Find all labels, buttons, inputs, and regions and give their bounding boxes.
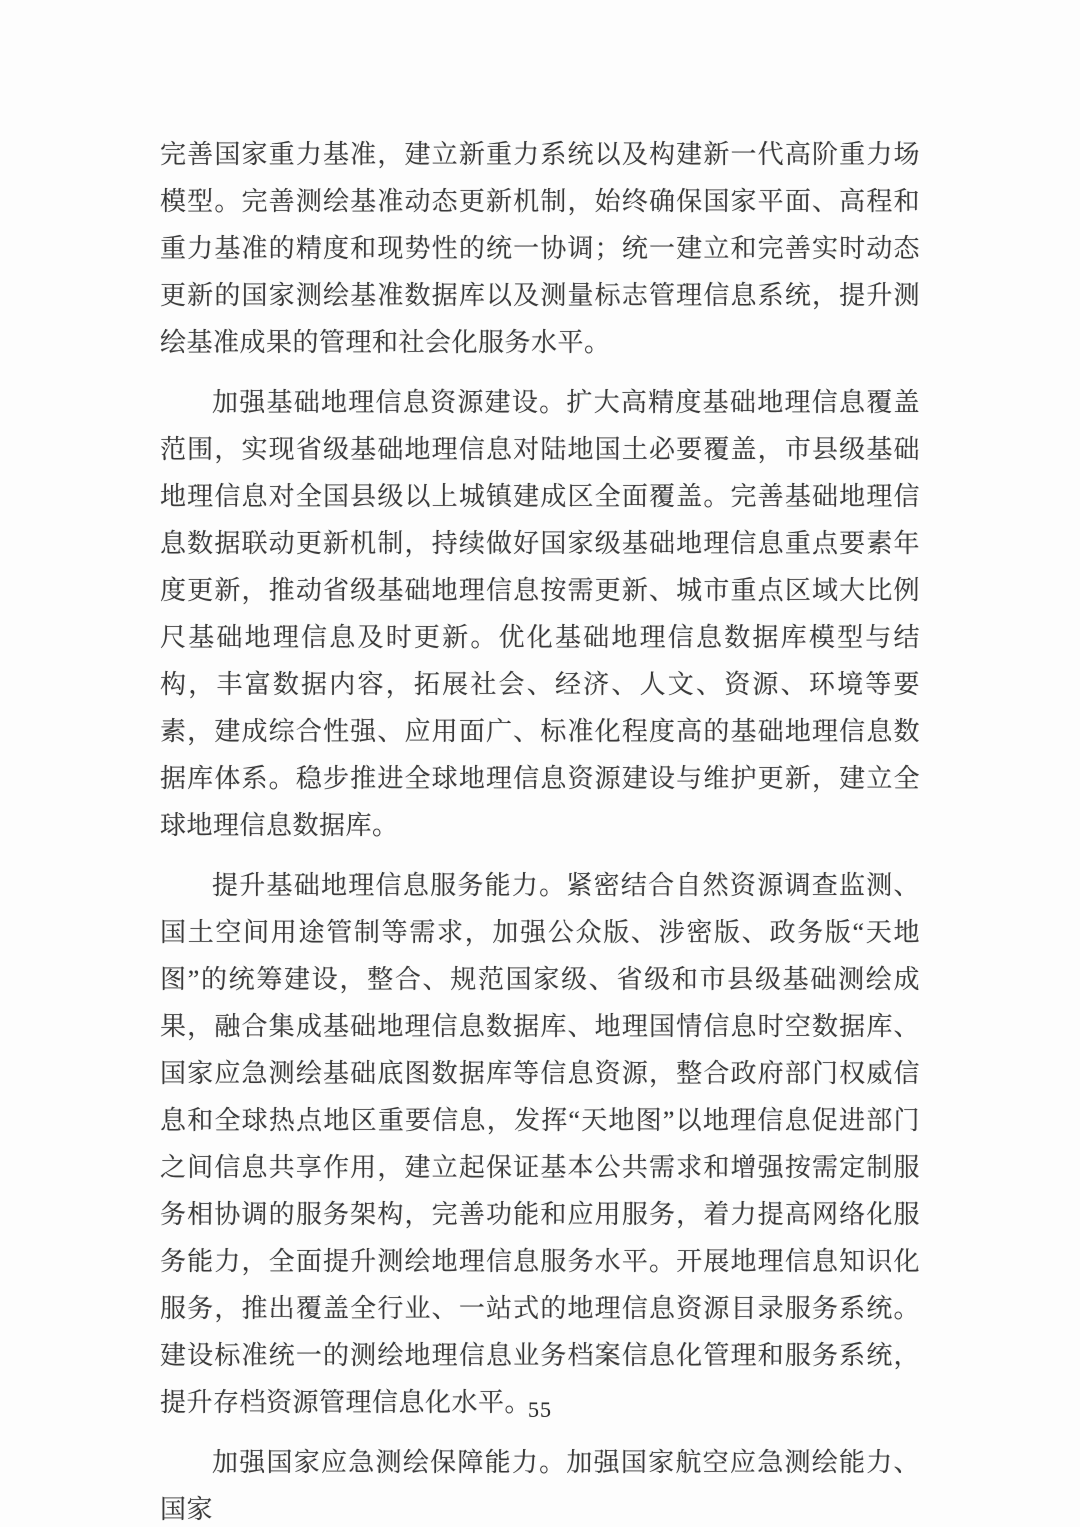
page-number: 55 (528, 1397, 552, 1422)
page-body-text (160, 131, 920, 1527)
paragraph-geoinfo-services: 提升基础地理信息服务能力。紧密结合自然资源调查监测、国土空间用途管制等需求，加强公众版、涉密版、政务版“天地图”的统筹建设，整合、规范国家级、省级和市县级基础测绘成果，融合集成基础地理信息数据库、地理国情信息时空数据库、国家应急测绘基础底图数据库等信息资源，整合政府部门权威信息和全球热点地区重要信息，发挥“天地图”以地理信息促进部门之间信息共享作用，建立起保证基本公共需求和增强按需定制服务相协调的服务架构，完善功能和应用服务，着力提高网络化服务能力，全面提升测绘地理信息服务水平。开展地理信息知识化服务，推出覆盖全行业、一站式的地理信息资源目录服务系统。建设标准统一的测绘地理信息业务档案信息化管理和服务系统，提升存档资源管理信息化水平。 (160, 871, 920, 1417)
paragraph-geoinfo-resources: 加强基础地理信息资源建设。扩大高精度基础地理信息覆盖范围，实现省级基础地理信息对陆地国土必要覆盖，市县级基础地理信息对全国县级以上城镇建成区全面覆盖。完善基础地理信息数据联动更新机制，持续做好国家级基础地理信息重点要素年度更新，推动省级基础地理信息按需更新、城市重点区域大比例尺基础地理信息及时更新。优化基础地理信息数据库模型与结构，丰富数据内容，拓展社会、经济、人文、资源、环境等要素，建成综合性强、应用面广、标准化程度高的基础地理信息数据库体系。稳步推进全球地理信息资源建设与维护更新，建立全球地理信息数据库。 (160, 388, 920, 840)
paragraph-emergency-surveying: 加强国家应急测绘保障能力。加强国家航空应急测绘能力、国家 (160, 1448, 920, 1524)
paragraph-gravity-datum-continuation: 完善国家重力基准，建立新重力系统以及构建新一代高阶重力场模型。完善测绘基准动态更新机制，始终确保国家平面、高程和重力基准的精度和现势性的统一协调；统一建立和完善实时动态更新的国家测绘基准数据库以及测量标志管理信息系统，提升测绘基准成果的管理和社会化服务水平。 (160, 140, 920, 357)
